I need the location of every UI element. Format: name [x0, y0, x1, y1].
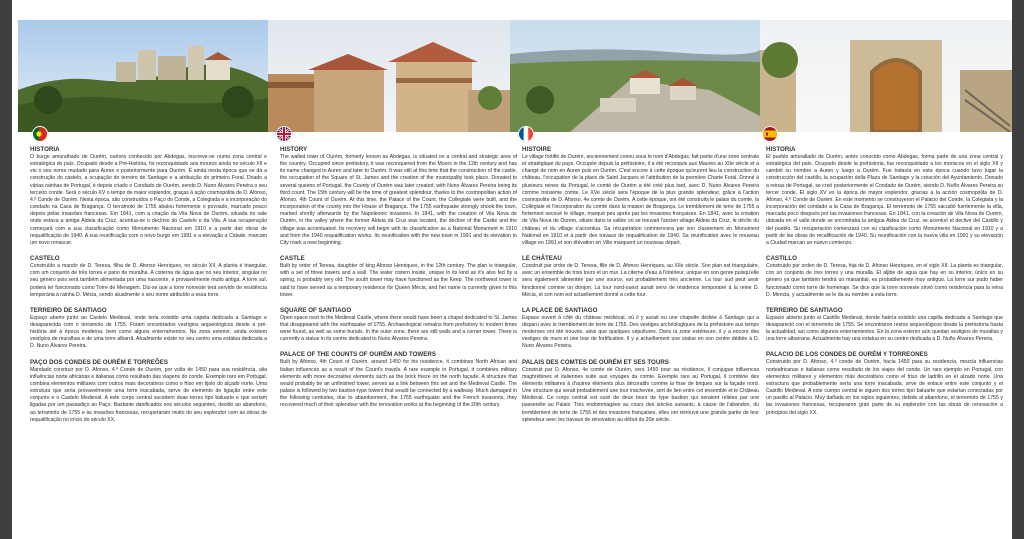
spain-flag-icon — [762, 126, 778, 142]
united-kingdom-flag-icon — [276, 126, 292, 142]
section-body: Built by order of Teresa, daughter of king Afonso Henriques, in the 12th century. The plan is triangular, with a set of three towers and a wall. The water cistern inside, unique in its kind as it's also fed by a spring, is probably very old. The south tower may have functioned as the Keep. The northwest tower is said to have served as a temporary residence for Queen Mécia, and her name is currently given to this tower. — [280, 263, 517, 298]
section-body: Construido por D. Afonso, 4.º conde de Ourém, hacia 1450 para su residencia, mezcla influencias norteafricanas e italianas como resultado de los viajes del conde. Un raro ejemplo en Portugal, con elementos militares y elementos más decorativos como el friso de ladrillo en el alzado norte. Una estructura que probablemente sería una torre inacabada, sirve de enlace entre este conjunto y el Castillo Medieval. A este cuerpo central le siguen dos torres tipo baluarte que estarían conectadas por un pasillo al Palacio. Muy dañada en los siglos siguientes, debido al abandono, el terremoto de 1755 y las invasiones francesas, recuperaron gran parte de su esplendor con las obras de renovación a principios del siglo XX. — [766, 359, 1003, 416]
section-body: Construído a mando de D. Teresa, filha de D. Afonso Henriques, no século XII. A planta é triangular, com um conjunto de três torres e pano de muralha. A cisterna de água que no seu interior, singular no seu género pois será também alimentada por uma nascente, é provavelmente muito antiga. A torre sul, poderá ter funcionado como Torre de Menagem. Diz-se que a torre noroeste terá servido de residência temporária à rainha D. Mécia, sendo atualmente o seu nome atribuído a essa torre. — [30, 263, 267, 298]
section-title: HISTÓRIA — [30, 146, 60, 153]
section-castle — [280, 255, 517, 299]
section-title: SQUARE OF SANTIAGO — [280, 306, 352, 314]
section-square — [766, 307, 1003, 344]
section-body: Le village fortifié de Ourém, anciennement connu sous le nom d'Abdegas, fait partie d'une zone centrale et stratégique du pays. Occupée depuis la préhistoire, il a été reconquis aux Maures au XIIe siècle et a changé de nom en Auren puis en Ourém. C'est encore à cette époque qu'eurent lieu la construction du château, l'occupation de la place de Saint Jacques et l'attribution de la première Charte Foral. Donné à plusieurs reines du Portugal, le comté de Ourém a été créé plus tard, avec D. Nuno Álvares Pereira comme troisième comte. Le XVe siècle sera l'époque de la plus grande splendeur, grâce à l'action cosmopolite de D. Afonso, 4e comte de Ourém. A cette époque, ont été construits le palais du comte, la Collégiale et l'incorporation du comté dans la maison de Bragança. Le tremblement de terre de 1755 a fortement secoué le village, marqué peu après par les invasions françaises. En 1841, avec la création de Vila Nova de Ourém, située dans la vallée où se trouvait l'ancien village Aldeia da Cruz, le déclin du château et du village s'accentua. Sa récupération commencera par son classement en Monument National en 1910 et à partir des travaux de requalification de 1940. Sa réunification avec le nouveau village en 1991 et son élévation en Ville marquent un nouveau départ. — [522, 154, 759, 246]
france-flag-icon — [518, 126, 534, 142]
column-french — [522, 146, 759, 536]
section-body: Mandado construir por D. Afonso, 4.º Conde de Ourém, por volta de 1450 para sua residência, alia influências norte africanas e italianas como resultado das viagens do conde. Exemplo raro em Portugal, combina elementos militares com outros mais decorativos como o friso em tijolo do alçado norte. Uma estrutura que seria provavelmente uma torre inacabada, serve de elemento de ligação entre este conjunto e o Castelo Medieval. A este corpo central sucedem duas torres tipo baluarte e que seriam ligadas por um passadiço ao Paço. Bastante danificados nos séculos seguintes, devido ao abandono, ao terramoto de 1755 e às invasões francesas, recuperaram muito do seu esplendor com as obras de requalificação no início do século XX. — [30, 366, 267, 423]
section-title: PALAIS DES COMTES DE OURÉM ET SES TOURS — [522, 358, 669, 366]
portugal-flag-icon — [32, 126, 48, 142]
section-castle — [30, 255, 267, 299]
section-body: Construit par D. Afonso, 4e comte de Ourém, vers 1450 pour sa résidence, il conjugue influences maghrébines et italiennes suite aux voyages du comte. Exemple rare au Portugal, il combine des éléments militaires à d'autres éléments plus décoratifs comme la frise de briques sur la façade nord. Une structure qui serait probablement une tour inachevée, sert de lien entre cet ensemble et le Château Médiéval. Ce corps central est suivi de deux tours de type bastion qui seraient reliées par une passerelle au Palais. Très endommagées au cours des siècles suivants, à cause de l'abandon, du tremblement de terre de 1755 et des invasions françaises, elles ont retrouvé une grande partie de leur splendeur avec les travaux de rénovation au début du 20e siècle. — [522, 366, 759, 423]
section-title: LE CHÂTEAU — [522, 255, 562, 263]
section-title: CASTILLO — [766, 255, 797, 263]
section-title: PALACE OF THE COUNTS OF OURÉM AND TOWERS — [280, 351, 436, 359]
section-body: El pueblo amurallado de Ourém, antes conocido como Abdegas, forma parte de una zona central y estratégica del país. Ocupado desde la prehistoria, fue reconquistado a los moriscos en el siglo XII y cambió su nombre a Auren y luego a Ourém. Fue todavía en esta época cuando tuvo lugar la construcción del castillo, la ocupación della Plaza de Santiago y la creación del Ayuntamiento. Donado a reinas de Portugal, se creó posteriormente el Condado de Ourém, siendo D. Nuño Álvares Pereira su tercer conde. El siglo XV es la época de mayor esplendor, gracias a la acción cosmopolita de D. Afonso, 4.º Conde de Ourém. En este momento se construyeron el Palacio del Conde, la Colegiata y la incorporación del condado a la Casa de Bragança. El terremoto de 1755 sacudió fuertemente la villa, marcada poco después por las invasiones francesas. En 1841, con la creación de Vila Nova de Ourém, ubicada en el valle donde se encontraba la antigua Aldea da Cruz, se acentuó el declive del Castillo y del pueblo. Su recuperación comenzará con su clasificación como Monumento Nacional en 1910 y a partir de las obras de recalificación de 1940. Su reunificación con la nueva villa en 1991 y su elevación a Ciudad marcan un nuevo comienzo. — [766, 154, 1003, 246]
section-body: O burgo amuralhado de Ourém, outrora conhecido por Abdegas, inscreve-se numa zona central e estratégica do país. Ocupado desde a Pré-História, foi reconquistado aos mouros ainda no século XII e viu o seu nome mudado para Auren e posteriormente para Ourém. É ainda nesta época que se dá a construção do castelo, a ocupação do terreiro de Santiago e a atribuição do primeiro Foral. Doado a várias rainhas de Portugal, é depois criado o Condado de Ourém, sendo D. Nuno Álvares Pereira o seu terceiro conde. Será o século XV o tempo de maior esplendor, graças à ação cosmopolita de D. Afonso, 4.º Conde de Ourém. Nesta época, são construídos o Paço do Conde, a Colegiada e a incorporação do condado na Casa de Bragança. O terramoto de 1755 abalou fortemente o povoado, marcado pouco depois pelas invasões francesas. Em 1841, com a criação da Vila Nova de Ourém, situada no vale onde estava a antiga Aldeia da Cruz, acentua-se o declínio do Castelo e da Vila. A sua recuperação começará com a sua classificação como Monumento Nacional em 1910 e a partir das obras de requalificação de 1940. A sua reunificação com o novo burgo em 1991 e a elevação a Cidade, marcam um novo renascer. — [30, 154, 267, 246]
column-portuguese — [30, 146, 267, 536]
section-body: Espacio abierto junto al Castillo Medieval, donde habría existido una capilla dedicada a Santiago que desapareció con el terremoto de 1755. Se encontraron restos arqueológicos desde la prehistoria hasta la actualidad, así como algunos enterramientos. En la zona exterior aún quedan vestigios de murallas y una torre albarrana. Actualmente hay una estatua en su centro dedicada a D. Nuño Álvares Pereira. — [766, 314, 1003, 343]
section-body: Espace ouvert à côté du château médiéval, où il y aurait eu une chapelle dédiée à Santiago qui a disparu avec le tremblement de terre de 1755. Des vestiges archéologiques de la préhistoire aux temps modernes ont été trouvés, ainsi que quelques sépultures. Dans la zone extérieure, il y a encore des vestiges de murs et une tour de fortification. Il y a actuellement une statue en son centre dédiée à D. Nuno Álvares Pereira. — [522, 314, 759, 350]
section-title: CASTLE — [280, 255, 305, 263]
section-body: Open space next to the Medieval Castle, where there would have been a chapel dedicated to St. James that disappeared with the earthquake of 1755. Archaeological remains from prehistory to modern times were found, as well as some burials. In the outer zone, there are still walls and a corner tower. There is currently a statue in its centre dedicated to Nuno Álvares Pereira. — [280, 314, 517, 343]
column-spanish — [766, 146, 1003, 536]
section-title: CASTELO — [30, 255, 60, 263]
palace-towers-photo — [268, 20, 510, 132]
section-history — [280, 146, 517, 247]
section-history — [522, 146, 759, 247]
section-square — [280, 307, 517, 344]
section-history — [30, 146, 267, 247]
right-edge-bar — [1012, 0, 1024, 539]
section-palace — [280, 351, 517, 409]
section-title: TERREIRO DE SANTIAGO — [30, 306, 107, 314]
section-title: HISTOIRE — [522, 146, 552, 153]
section-castle — [766, 255, 1003, 299]
section-title: PAÇO DOS CONDES DE OURÉM E TORREÕES — [30, 358, 168, 366]
section-title: LA PLACE DE SANTIAGO — [522, 306, 598, 314]
left-edge-bar — [0, 0, 12, 539]
column-english — [280, 146, 517, 536]
section-title: HISTORY — [280, 146, 308, 153]
section-body: Espaço aberto junto ao Castelo Medieval, onde teria existido uma capela dedicada a Santiago e desaparecida com o terramoto de 1755. Foram encontrados vestígios arqueológicos desde a pré-história até à época moderna, bem como alguns enterramentos. Na zona exterior, ainda existem vestígios de muralhas e de uma torre albarrã. Atualmente existe no seu centro uma estátua dedicada a D. Nuno Álvares Pereira. — [30, 314, 267, 350]
section-title: HISTORIA — [766, 146, 796, 153]
section-title: TERREIRO DE SANTIAGO — [766, 306, 843, 314]
section-palace — [522, 359, 759, 424]
section-history — [766, 146, 1003, 247]
section-palace — [766, 351, 1003, 416]
section-body: Construit par ordre de D. Teresa, fille de D. Afonso Henriques, au XIIe siècle. Son plan est triangulaire, avec un ensemble de trois tours et un mur. La citerne d'eau à l'intérieur, unique en son genre puisqu'elle sera également alimentée par une source, est probablement très ancienne. La tour sud peut avoir fonctionné comme un donjon. La tour nord-ouest aurait servi de résidence temporaire à la reine D. Mécia, et son nom est actuellement donné à cette tour. — [522, 263, 759, 298]
section-body: Built by Afonso, 4th Count of Ourém, around 1450 for his residence, it combines North African and Italian influences as a result of the Count's travels. A rare example in Portugal, it combines military elements with more decorative elements such as the brick frieze on the north façade. A structure that would probably be an unfinished tower, serves as a link between this set and the Medieval Castle. The palace is followed by two bastion-type towers that would be connected by a walkway. Much damaged in the following centuries, due to abandonment, the 1755 earthquake and the French invasions, they recovered much of their splendour with the renovation works at the beginning of the 20th century. — [280, 359, 517, 409]
section-castle — [522, 255, 759, 299]
castle-hill-photo — [18, 20, 268, 132]
section-body: Construido por orden de D. Teresa, hija de D. Afonso Henriques, en el siglo XII. La planta es triangular, con un conjunto de tres torres y una muralla. El aljibe de agua que hay en su interior, único en su género ya que también tendrá un manantial, es probablemente muy antiguo. La torre sur pudo haber funcionado como torre de homenaje. Se dice que la torre noroeste sirvió como residencia para la reina D. Mencia, y actualmente se le da su nombre a esta torre. — [766, 263, 1003, 298]
section-palace — [30, 359, 267, 424]
gate-door-photo — [760, 20, 1012, 132]
section-body: The walled town of Ourém, formerly known as Abdegas, is situated on a central and strategic area of the country. Occupied since prehistory, it was reconquered from the Moors in the 12th century and has its name changed to Auren and later to Ourém. It was still at this time that the construction of the castle, the occupation of the Square of St. James and the creation of the municipality took place. Donated to several queens of Portugal, the County of Ourém was later created, with Nuno Álvares Pereira being its third count. The 15th century will be the time of greatest splendour, thanks to the cosmopolitan action of Afonso, 4th Count of Ourém. At this time, the Palace of the Count, the Collegiate were built, and the incorporation of the county into the House of Bragança. The 1755 earthquake strongly shook the town, marked shortly afterwards by the Napoleonic invasions. In 1841, with the creation of Vila Nova de Ourém, in the valley where the former Aldeia da Cruz was located, the decline of the Castle and the village was accentuated. Its recovery will begin with its classification as a National Monument in 1910 and from the 1940 requalification works. Its reunification with the new town in 1991 and its elevation to City mark a new beginning. — [280, 154, 517, 246]
section-square — [522, 307, 759, 351]
section-square — [30, 307, 267, 351]
section-title: PALACIO DE LOS CONDES DE OURÉM Y TORREONES — [766, 351, 928, 359]
aerial-town-photo — [510, 20, 760, 132]
